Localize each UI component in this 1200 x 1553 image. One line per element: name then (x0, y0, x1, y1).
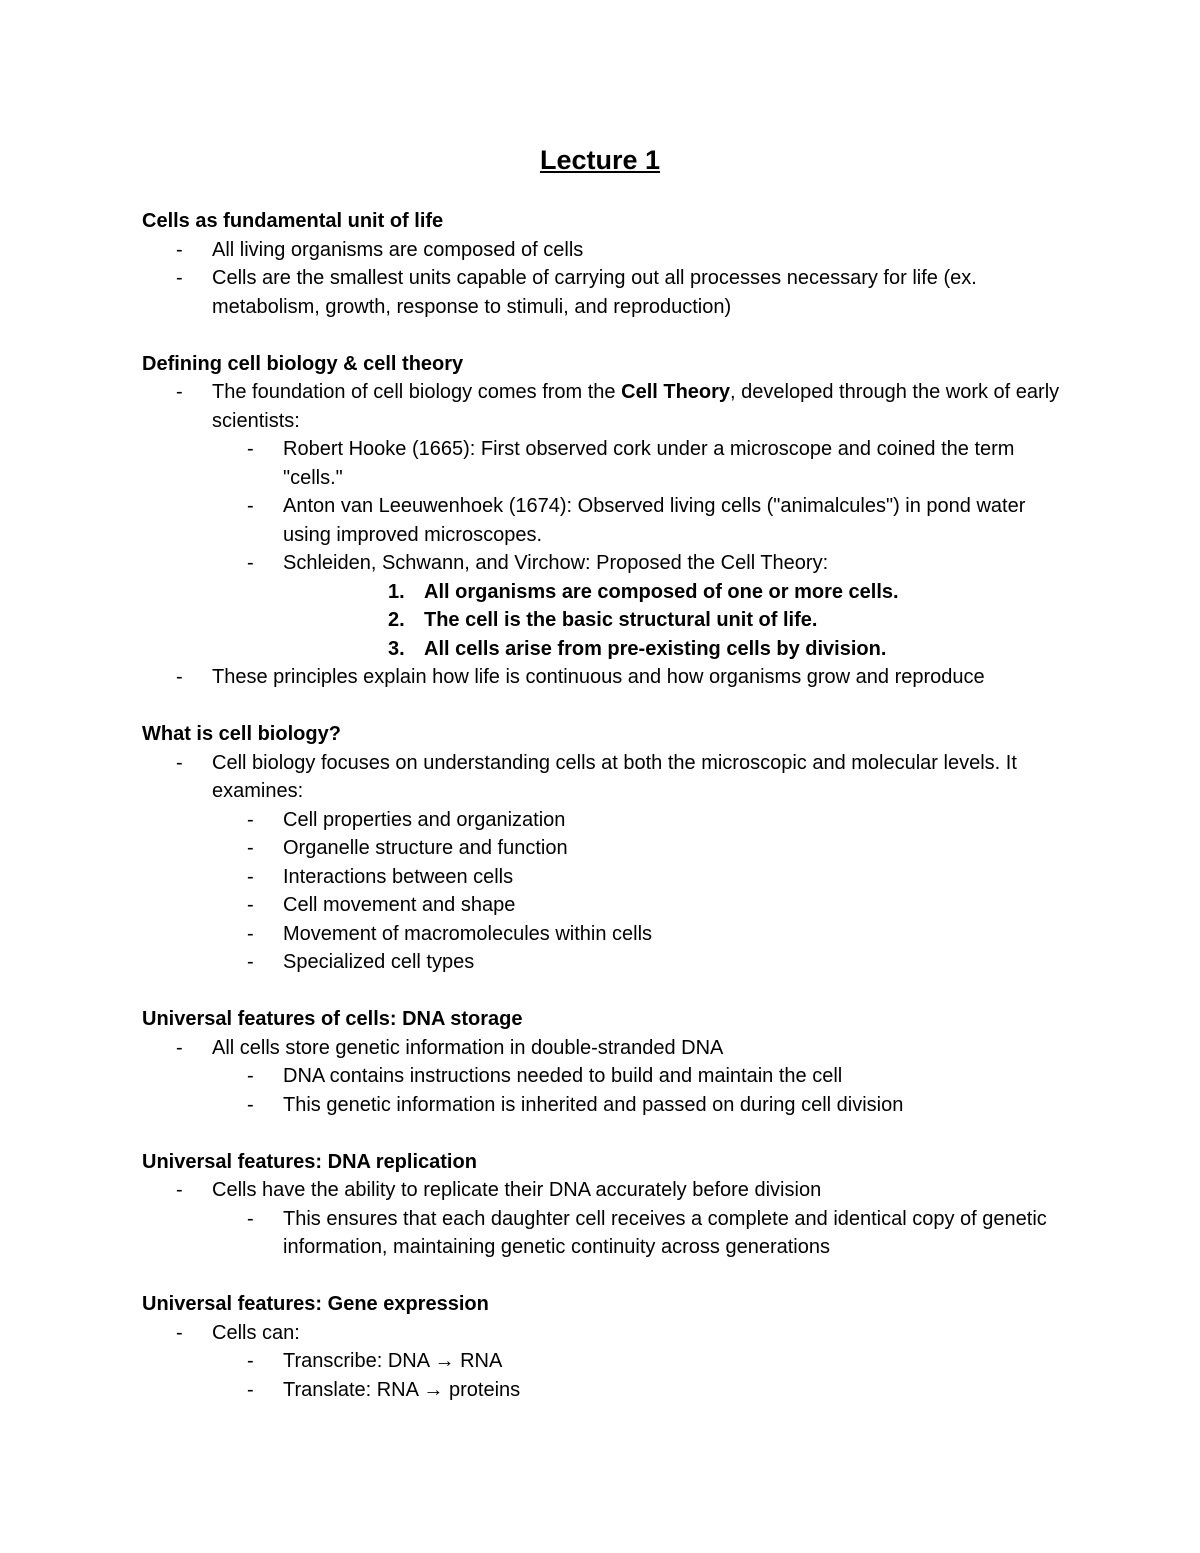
list-item: - Cells can: (142, 1319, 1062, 1348)
bullet-dash: - (247, 1350, 254, 1372)
bullet-dash: - (247, 922, 254, 945)
section-heading: Universal features: DNA replication (142, 1150, 477, 1173)
list-item: - Cells are the smallest units capable of carrying out all processes necessary for life (ex. metabolism, growth, response to stimuli, and reproduction) (142, 264, 1062, 321)
sub-list-item: - This genetic information is inherited and passed on during cell division (142, 1091, 1062, 1120)
bullet-dash: - (176, 666, 183, 688)
sub-list-item: - Translate: RNA → proteins (142, 1376, 1062, 1405)
bullet-dash: - (247, 837, 254, 859)
section-heading: Cells as fundamental unit of life (142, 210, 444, 232)
bullet-dash: - (247, 865, 254, 888)
bullet-dash: - (176, 381, 183, 403)
bullet-dash: - (176, 238, 183, 261)
bullet-dash: - (247, 438, 254, 460)
section-cells-fundamental-unit (142, 207, 1062, 321)
section-dna-storage (142, 1005, 1062, 1119)
numbered-item: 2. The cell is the basic structural unit of life. (388, 609, 818, 631)
sub-list-item: - This ensures that each daughter cell receives a complete and identical copy of genetic information, maintaining genetic continuity across generations (142, 1205, 1062, 1262)
section-dna-replication (142, 1148, 1062, 1262)
sub-list-item: - Robert Hooke (1665): First observed cork under a microscope and coined the term "cells." (142, 435, 1062, 492)
list-item: - All living organisms are composed of cells (142, 236, 1062, 265)
page-title: Lecture 1 (539, 145, 661, 175)
numbered-item: 3. All cells arise from pre-existing cells by division. (388, 637, 887, 660)
bullet-dash: - (176, 1179, 183, 1201)
bullet-dash: - (247, 1207, 254, 1230)
bullet-dash: - (247, 552, 254, 574)
bullet-dash: - (176, 751, 183, 774)
list-item: - All cells store genetic information in double-stranded DNA (142, 1034, 1062, 1063)
sub-list-item: - Anton van Leeuwenhoek (1674): Observed living cells ("animalcules") in pond water using improved microscopes. (142, 492, 1062, 549)
list-item: - Cell biology focuses on understanding cells at both the microscopic and molecular levels. It examines: (142, 749, 1062, 806)
bullet-dash: - (247, 808, 254, 831)
bullet-dash: - (176, 1321, 183, 1344)
sub-list-item: - Interactions between cells (142, 863, 1062, 892)
bullet-dash: - (176, 267, 183, 289)
list-item: - Cells have the ability to replicate their DNA accurately before division (142, 1176, 1062, 1205)
bullet-dash: - (247, 1093, 254, 1116)
bullet-dash: - (247, 1378, 254, 1401)
bullet-dash: - (247, 495, 254, 517)
list-item: - The foundation of cell biology comes from the Cell Theory, developed through the work of early scientists: (142, 378, 1062, 435)
bullet-dash: - (247, 1065, 254, 1087)
sub-list-item: - Cell properties and organization (142, 806, 1062, 835)
list-item: - These principles explain how life is continuous and how organisms grow and reproduce (142, 663, 1062, 692)
bold-term: Cell Theory (621, 381, 731, 403)
section-what-is-cell-biology (142, 720, 1062, 977)
bullet-dash: - (247, 894, 254, 916)
sub-list-item: - Transcribe: DNA → RNA (142, 1347, 1062, 1376)
section-heading: Universal features: Gene expression (142, 1293, 489, 1315)
sub-list-item: - Cell movement and shape (142, 891, 1062, 920)
bullet-dash: - (176, 1036, 183, 1059)
sub-list-item: - Specialized cell types (142, 948, 1062, 977)
section-heading: Universal features of cells: DNA storage (142, 1008, 523, 1030)
document-body (142, 207, 1062, 1404)
bullet-dash: - (247, 951, 254, 973)
sub-list-item: - Organelle structure and function (142, 834, 1062, 863)
sub-list-item: - DNA contains instructions needed to build and maintain the cell (142, 1062, 1062, 1091)
sub-list-item: - Schleiden, Schwann, and Virchow: Proposed the Cell Theory: (142, 549, 1062, 578)
section-cell-theory (142, 350, 1062, 692)
numbered-item: 1. All organisms are composed of one or more cells. (388, 580, 899, 603)
section-gene-expression (142, 1290, 1062, 1404)
section-heading: Defining cell biology & cell theory (142, 352, 464, 375)
section-heading: What is cell biology? (142, 723, 341, 745)
sub-list-item: - Movement of macromolecules within cells (142, 920, 1062, 949)
